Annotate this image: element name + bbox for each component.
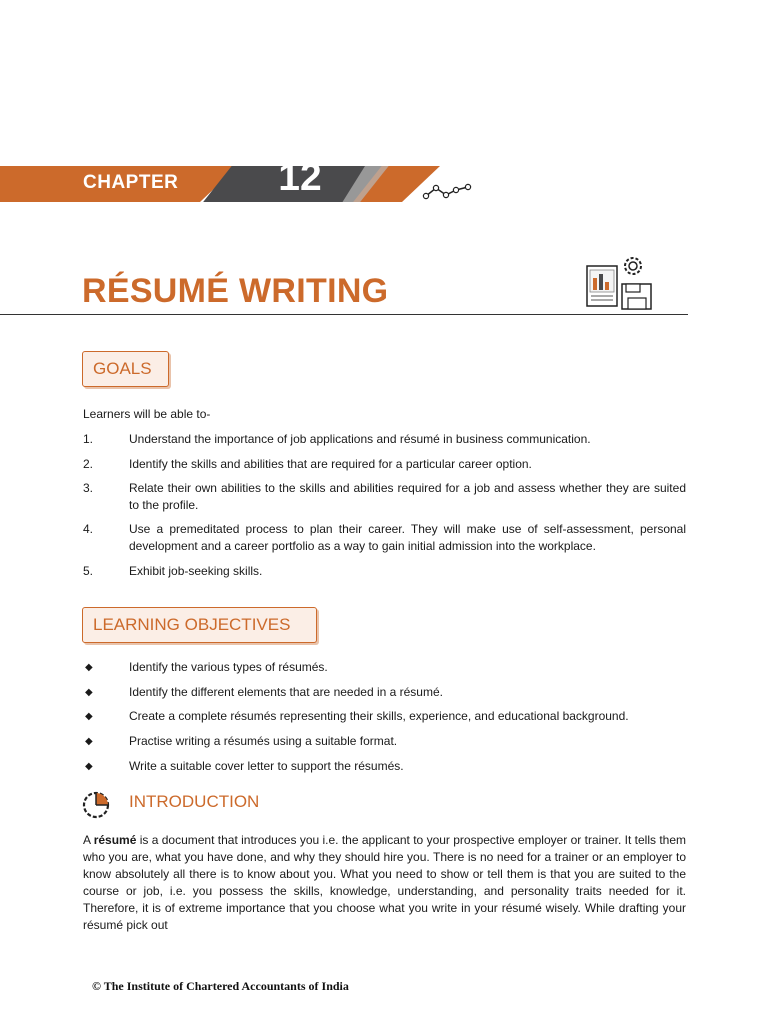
diamond-bullet-icon: ◆ xyxy=(85,761,93,772)
goal-number: 3. xyxy=(83,481,94,495)
diamond-bullet-icon: ◆ xyxy=(85,687,93,698)
objective-item: Create a complete résumés representing their skills, experience, and educational background. xyxy=(129,709,629,723)
chapter-label: CHAPTER xyxy=(83,172,179,193)
goals-heading: GOALS xyxy=(82,351,169,387)
page-title: RÉSUMÉ WRITING xyxy=(82,272,389,310)
goal-item: Relate their own abilities to the skills and abilities required for a job and assess whether they are suited to the profile. xyxy=(129,481,686,512)
diamond-bullet-icon: ◆ xyxy=(85,711,93,722)
introduction-paragraph xyxy=(83,832,686,934)
objective-item: Practise writing a résumés using a suitable format. xyxy=(129,734,398,748)
goal-item: Identify the skills and abilities that are required for a particular career option. xyxy=(129,457,532,471)
introduction-heading: INTRODUCTION xyxy=(129,792,260,811)
goal-item: Use a premeditated process to plan their career. They will make use of self-assessment, personal development and a career portfolio as a way to gain initial admission into the workplace. xyxy=(129,522,686,553)
goal-number: 2. xyxy=(83,457,94,471)
goal-number: 5. xyxy=(83,564,94,578)
objective-item: Write a suitable cover letter to support the résumés. xyxy=(129,759,404,773)
goal-item: Exhibit job-seeking skills. xyxy=(129,564,263,578)
diamond-bullet-icon: ◆ xyxy=(85,736,93,747)
intro-lead: A xyxy=(83,833,94,847)
chapter-banner xyxy=(0,166,440,202)
pie-chart-icon xyxy=(80,788,114,820)
documents-chart-gear-icon xyxy=(584,254,654,312)
learning-objectives-heading: LEARNING OBJECTIVES xyxy=(82,607,317,643)
goals-intro: Learners will be able to- xyxy=(83,407,211,421)
intro-term: résumé xyxy=(93,833,137,847)
chapter-number: 12 xyxy=(278,156,322,199)
footer-copyright: © The Institute of Chartered Accountants of India xyxy=(92,979,349,993)
goal-number: 4. xyxy=(83,522,94,536)
intro-body: is a document that introduces you i.e. the applicant to your prospective employer or trainer. It tells them who you are, what you have done, and why they should hire you. There is no need for a trainer or an employer to know absolutely all there is to know about you. What you need to show or tell them is that you are suited to the course or job, i.e. you possess the skills, knowledge, understanding, and personality traits needed for it. Therefore, it is of extreme importance that you choose what you write in your résumé wisely. While drafting your résumé pick out xyxy=(83,833,687,932)
objective-item: Identify the various types of résumés. xyxy=(129,660,328,674)
connected-dots-ornament-icon xyxy=(422,180,474,202)
goal-item: Understand the importance of job applications and résumé in business communication. xyxy=(129,432,591,446)
objective-item: Identify the different elements that are needed in a résumé. xyxy=(129,685,443,699)
goal-number: 1. xyxy=(83,432,94,446)
diamond-bullet-icon: ◆ xyxy=(85,662,93,673)
title-divider xyxy=(0,314,688,315)
